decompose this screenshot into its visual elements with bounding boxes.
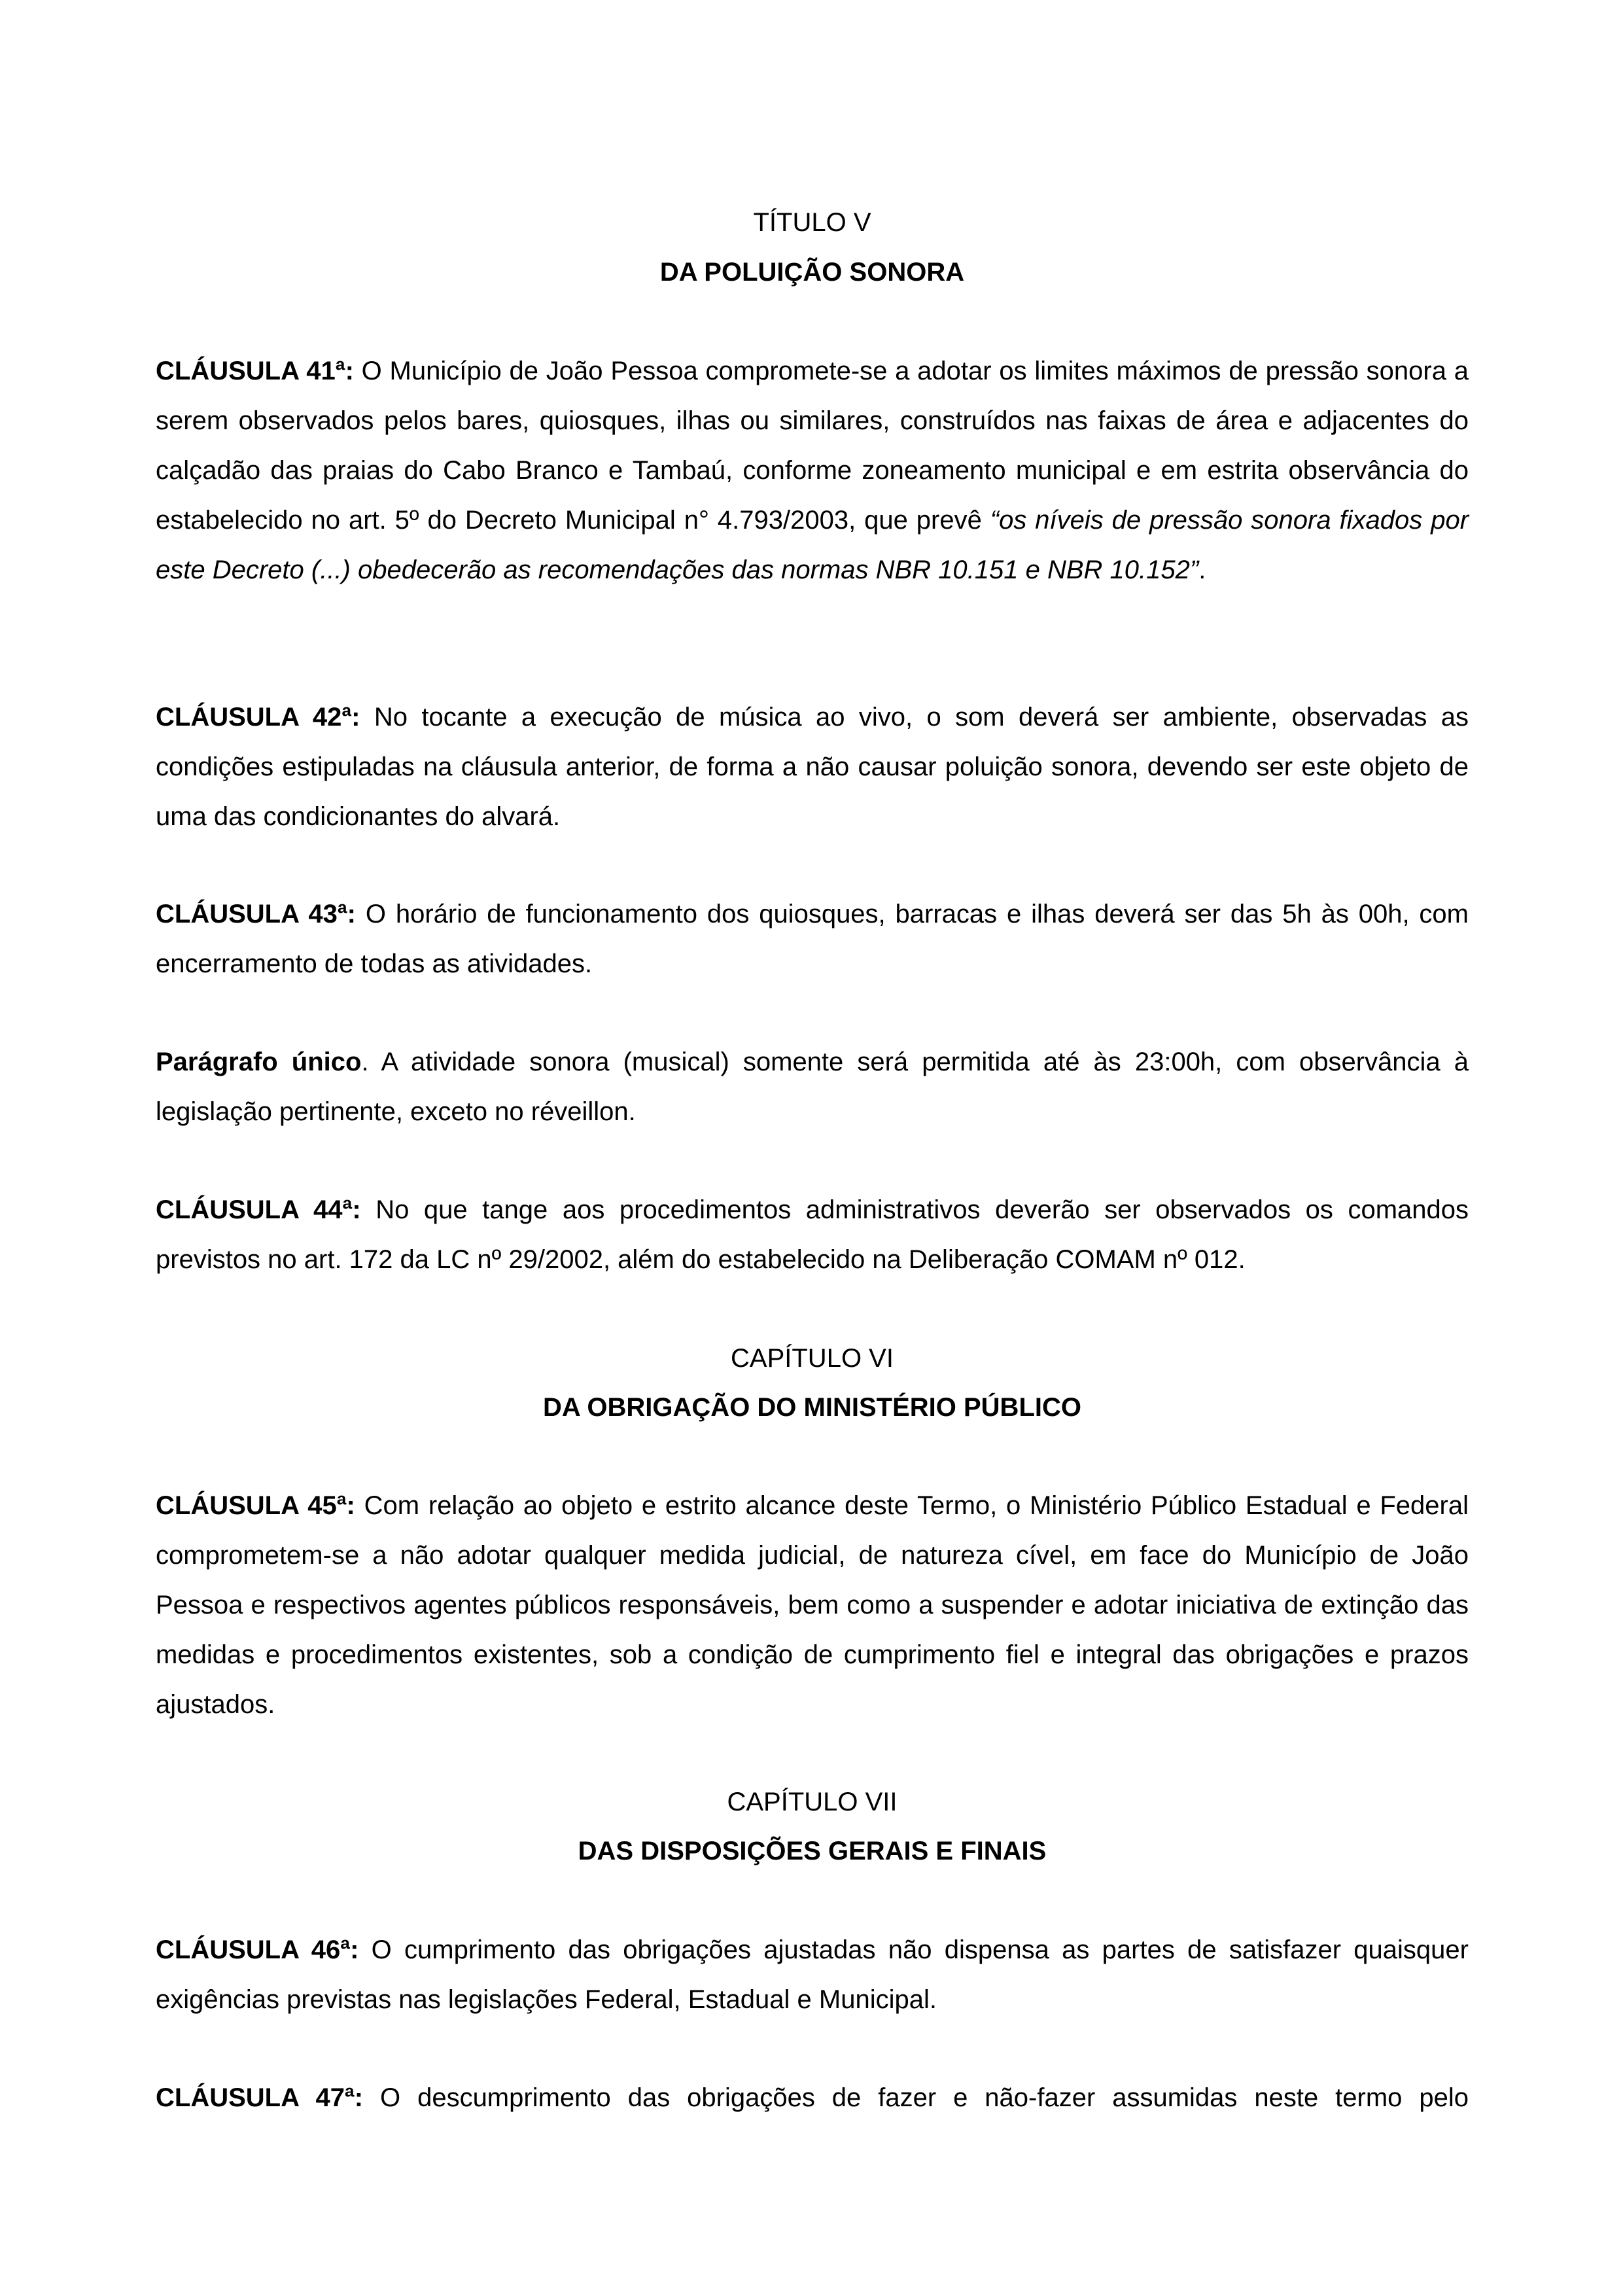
- title-heading: DA POLUIÇÃO SONORA: [659, 258, 965, 287]
- paragrafo-text: . A atividade sonora (musical) somente será permitida até às 23:00h, com observância à legislação pertinente, exceto no réveillon.: [156, 1048, 1469, 1126]
- clause-42: [156, 692, 1469, 841]
- clause-46-text: O cumprimento das obrigações ajustadas não dispensa as partes de satisfazer quaisquer exigências previstas nas legislações Federal, Estadual e Municipal.: [156, 1935, 1469, 2014]
- clause-41-text: O Município de João Pessoa compromete-se a adotar os limites máximos de pressão sonora a serem observados pelos bares, quiosques, ilhas ou similares, construídos nas faixas de área e adjacentes do calçadão das praias do Cabo Branco e Tambaú, conforme zoneamento municipal e em estrita observância do estabelecido no art. 5º do Decreto Municipal n° 4.793/2003, que prevê: [156, 357, 1469, 535]
- clause-44-text: No que tange aos procedimentos administrativos deverão ser observados os comandos previstos no art. 172 da LC nº 29/2002, além do estabelecido na Deliberação COMAM nº 012.: [156, 1195, 1469, 1274]
- paragrafo-label: Parágrafo único: [156, 1048, 362, 1076]
- clause-44: [156, 1185, 1469, 1284]
- clause-43-text: O horário de funcionamento dos quiosques, barracas e ilhas deverá ser das 5h às 00h, com encerramento de todas as atividades.: [156, 900, 1469, 978]
- clause-41-end: .: [1198, 556, 1206, 584]
- clause-41-label: CLÁUSULA 41ª:: [156, 357, 354, 385]
- clause-41: [156, 346, 1469, 595]
- chapter-6-heading: DA OBRIGAÇÃO DO MINISTÉRIO PÚBLICO: [543, 1393, 1081, 1422]
- clause-47: [156, 2073, 1469, 2123]
- title-label: TÍTULO V: [753, 208, 871, 237]
- clause-47-label: CLÁUSULA 47ª:: [156, 2083, 364, 2112]
- clause-45-text: Com relação ao objeto e estrito alcance deste Termo, o Ministério Público Estadual e Federal comprometem-se a não adotar qualquer medida judicial, de natureza cível, em face do Município de João Pessoa e respectivos agentes públicos responsáveis, bem como a suspender e adotar iniciativa de extinção das medidas e procedimentos existentes, sob a condição de cumprimento fiel e integral das obrigações e prazos ajustados.: [156, 1491, 1469, 1719]
- clause-45-label: CLÁUSULA 45ª:: [156, 1491, 355, 1520]
- clause-44-label: CLÁUSULA 44ª:: [156, 1195, 361, 1224]
- clause-41-quote: “os níveis de pressão sonora fixados por este Decreto (...) obedecerão as recomendações das normas NBR 10.151 e NBR 10.152”: [156, 506, 1469, 584]
- paragrafo-unico: [156, 1037, 1469, 1137]
- chapter-7-label: CAPÍTULO VII: [727, 1788, 898, 1816]
- clause-46-label: CLÁUSULA 46ª:: [156, 1935, 359, 1964]
- clause-46: [156, 1925, 1469, 2024]
- clause-42-label: CLÁUSULA 42ª:: [156, 703, 360, 732]
- clause-43: [156, 889, 1469, 989]
- clause-43-label: CLÁUSULA 43ª:: [156, 900, 356, 928]
- clause-45: [156, 1481, 1469, 1729]
- clause-42-text: No tocante a execução de música ao vivo, o som deverá ser ambiente, observadas as condições estipuladas na cláusula anterior, de forma a não causar poluição sonora, devendo ser este objeto de uma das condicionantes do alvará.: [156, 703, 1469, 831]
- chapter-7-heading: DAS DISPOSIÇÕES GERAIS E FINAIS: [578, 1837, 1047, 1865]
- chapter-6-label: CAPÍTULO VI: [731, 1344, 894, 1373]
- clause-47-text: O descumprimento das obrigações de fazer e não-fazer assumidas neste termo pelo: [363, 2083, 1469, 2112]
